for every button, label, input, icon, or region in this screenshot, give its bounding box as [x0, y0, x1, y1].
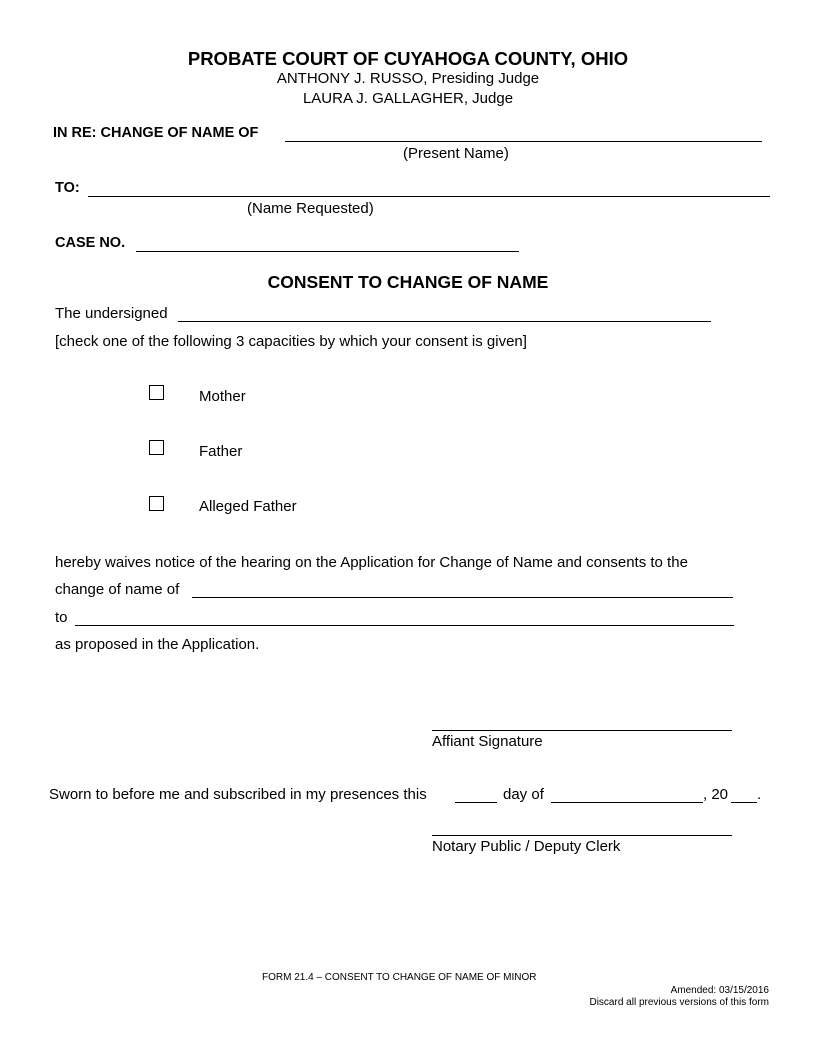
presiding-judge: ANTHONY J. RUSSO, Presiding Judge [276, 70, 540, 87]
court-title: PROBATE COURT OF CUYAHOGA COUNTY, OHIO [187, 48, 629, 69]
father-label: Father [199, 443, 243, 460]
alleged-father-label: Alleged Father [199, 498, 297, 515]
affiant-signature-line[interactable] [432, 730, 732, 731]
father-checkbox[interactable] [149, 440, 164, 455]
undersigned-label: The undersigned [55, 305, 168, 322]
sworn-text-3: , 20 [703, 786, 729, 803]
undersigned-field[interactable] [178, 321, 711, 322]
day-field[interactable] [455, 802, 497, 803]
case-no-label: CASE NO. [55, 235, 126, 251]
change-of-name-field[interactable] [192, 597, 733, 598]
to-label: TO: [55, 180, 80, 196]
change-of-name-label: change of name of [55, 581, 180, 598]
mother-label: Mother [199, 388, 246, 405]
notary-signature-line[interactable] [432, 835, 732, 836]
present-name-caption: (Present Name) [403, 145, 509, 162]
form-title: CONSENT TO CHANGE OF NAME [267, 272, 549, 292]
month-field[interactable] [551, 802, 703, 803]
in-re-label: IN RE: CHANGE OF NAME OF [53, 125, 259, 141]
sworn-text-4: . [757, 786, 762, 803]
alleged-father-checkbox[interactable] [149, 496, 164, 511]
sworn-text-1: Sworn to before me and subscribed in my presences this [49, 786, 427, 803]
year-field[interactable] [731, 802, 757, 803]
notary-signature-label: Notary Public / Deputy Clerk [432, 838, 621, 855]
sworn-text-2: day of [503, 786, 544, 803]
amended-date: Amended: 03/15/2016 [670, 985, 769, 996]
waiver-text: hereby waives notice of the hearing on the Application for Change of Name and consents to the [55, 554, 688, 571]
case-no-field[interactable] [136, 251, 519, 252]
capacity-instructions: [check one of the following 3 capacities by which your consent is given] [55, 333, 527, 350]
to-name-field[interactable] [75, 625, 734, 626]
proposed-text: as proposed in the Application. [55, 636, 260, 653]
to-name-label: to [55, 609, 68, 626]
affiant-signature-label: Affiant Signature [432, 733, 543, 750]
discard-notice: Discard all previous versions of this form [589, 997, 769, 1008]
name-requested-caption: (Name Requested) [247, 200, 374, 217]
present-name-field[interactable] [285, 141, 762, 142]
judge: LAURA J. GALLAGHER, Judge [302, 90, 514, 107]
name-requested-field[interactable] [88, 196, 770, 197]
form-id: FORM 21.4 – CONSENT TO CHANGE OF NAME OF MINOR [262, 972, 537, 983]
mother-checkbox[interactable] [149, 385, 164, 400]
